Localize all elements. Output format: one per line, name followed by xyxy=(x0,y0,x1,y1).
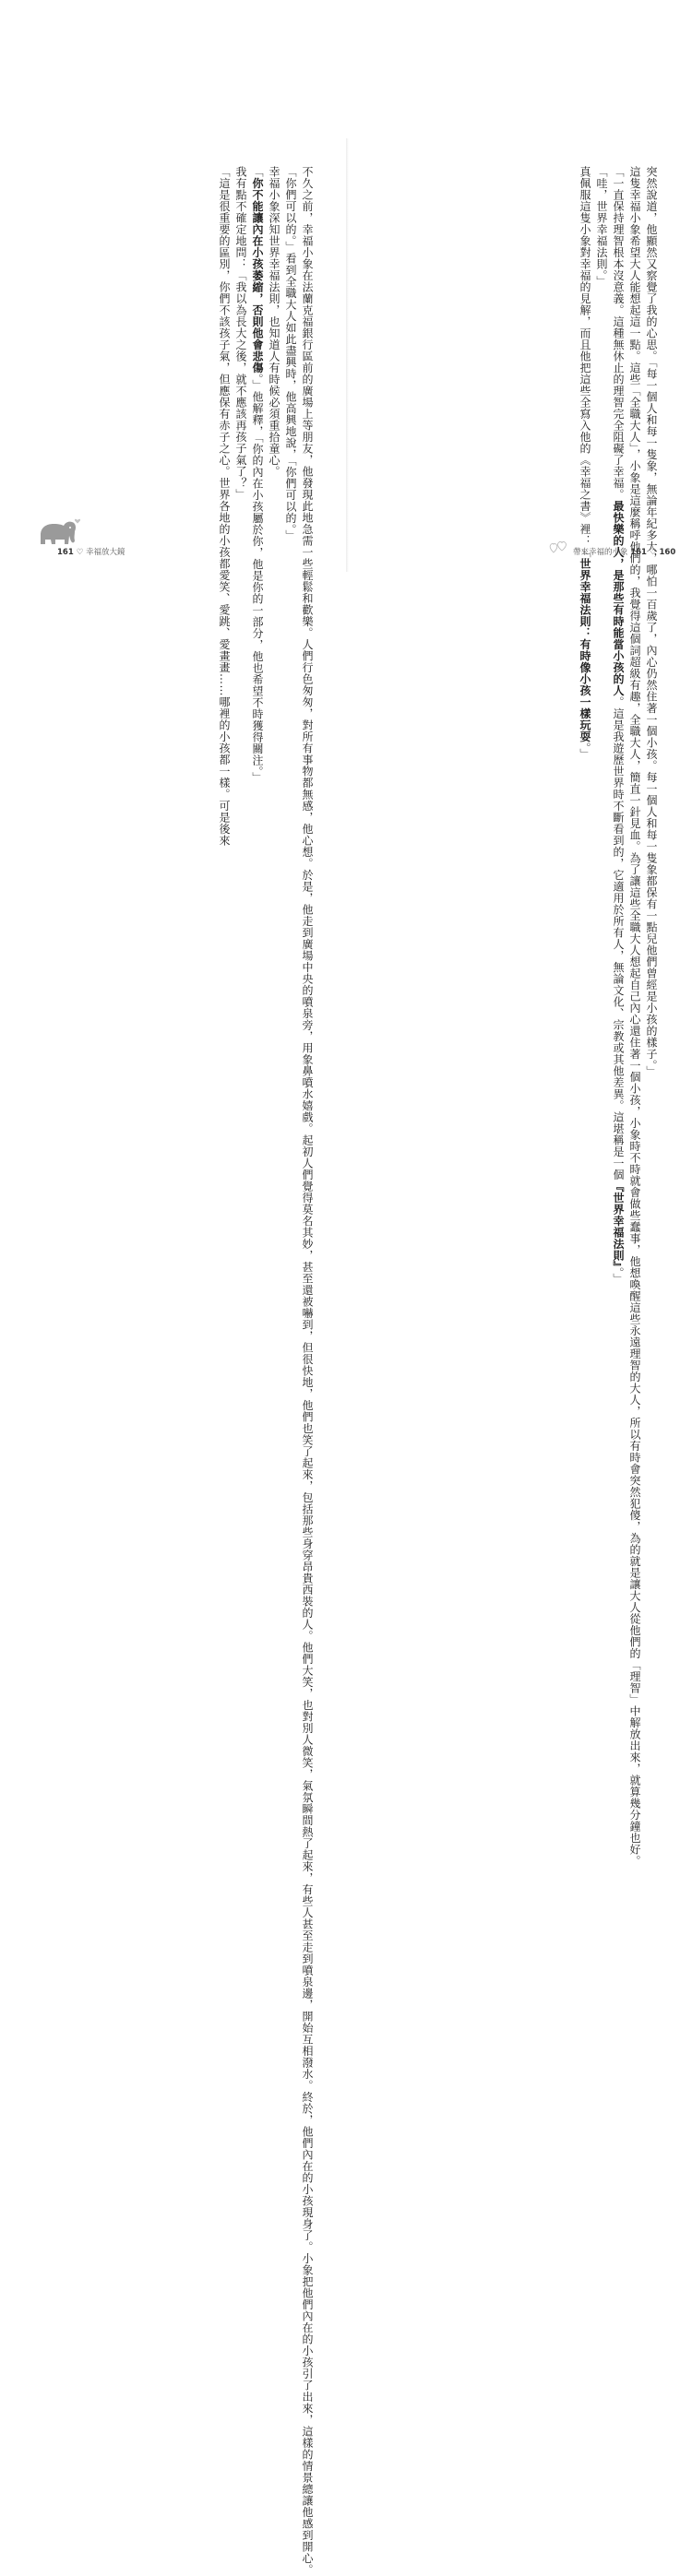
paragraph xyxy=(626,166,643,1867)
text-run: 真佩服這隻小象對幸福的見解，而且他把這些全寫入他的《幸福之書》裡：「 xyxy=(579,166,591,558)
hearts-decoration-icon xyxy=(549,540,569,554)
paragraph xyxy=(249,166,266,784)
running-title-right: 帶來幸福的小象 xyxy=(573,548,628,557)
paragraph xyxy=(233,166,249,535)
bold-text: 『世界幸福法則』 xyxy=(612,1181,625,1267)
text-run: 。這是我遊歷世界時不斷看到的，它適用於所有人，無論文化、宗教或其他差異。這堪稱是一個 xyxy=(612,696,625,1181)
bold-text: 最快樂的人，是那些有時能當小孩的人 xyxy=(612,500,625,696)
right-page xyxy=(346,0,692,1867)
text-run: 。」他解釋，「你的內在小孩屬於你，他是你的一部分，他也希望不時獲得關注。」 xyxy=(251,374,264,784)
text-run: 突然說道，他顯然又察覺了我的心思。「每一個人和每一隻象，無論年紀多大，哪怕一百歲了，內心仍然住著一個小孩。每一個人和每一隻象都保有一點兒他們曾經是小孩的樣子。」 xyxy=(645,166,658,1077)
paragraph xyxy=(282,166,299,541)
text-run: 不久之前，幸福小象在法蘭克福銀行區前的廣場上等朋友，他發現此地急需一些輕鬆和歡樂。人們行色匆匆，對所有事物都無感，他心想。於是，他走到廣場中央的噴泉旁，用象鼻噴水嬉戲。起初人們覺得莫名其妙，甚至還被嚇到，但很快地，他們也笑了起來，包括那些身穿昂貴西裝的人。他們大笑，也對別人微笑，氣氛瞬間熱了起來，有些人甚至走到噴泉邊，開始互相潑水。終於，他們內在的小孩現身了。小象把他們內在的小孩引了出來，這樣的情景總讓他感到開心。 xyxy=(301,166,314,2576)
bold-text: 世界幸福法則：有時像小孩一樣玩耍 xyxy=(579,558,591,742)
text-run: 這隻幸福小象希望大人能想起這一點。這些「全職大人」，小象是這麼稱呼他們的，我覺得這個詞超級有趣，全職大人，簡直一針見血。為了讓這些全職大人想起自己內心還住著一個小孩，小象時不時就會做些蠢事，他想喚醒這些永遠理智的大人，所以有時會突然犯傻，為的就是讓大人從他們的「理智」中解放出來，就算幾分鐘也好。 xyxy=(628,166,641,1867)
paragraph xyxy=(216,166,233,847)
paragraph xyxy=(577,166,593,760)
text-run: 「一直保持理智根本沒意義。這種無休止的理智完全阻礙了幸福。 xyxy=(612,166,625,501)
page-marker-left: 161 ♡ xyxy=(57,548,84,557)
paragraph xyxy=(266,166,282,535)
text-run: 。」 xyxy=(579,742,591,760)
text-run: 「 xyxy=(251,166,264,178)
text-run: 「哇，世界幸福法則。」 xyxy=(595,166,608,288)
left-page-footer xyxy=(57,546,125,557)
elephant-illustration-icon xyxy=(33,516,87,550)
paragraph xyxy=(610,166,626,1285)
paragraph xyxy=(643,166,660,1077)
right-page-footer xyxy=(573,546,675,557)
paragraph xyxy=(593,166,610,535)
text-run: 「你們可以的。」看到全職大人如此盡興時，他高興地說，「你們可以的。」 xyxy=(284,166,297,541)
paragraph xyxy=(299,166,316,2576)
text-run: 我有點不確定地問：「我以為長大之後，就不應該再孩子氣了？」 xyxy=(234,166,247,501)
text-run: 「這是很重要的區別，你們不該孩子氣，但應保有赤子之心。世界各地的小孩都愛笑、愛跳、愛畫畫……哪裡的小孩都一樣。可是後來 xyxy=(218,166,231,847)
bold-text: 你不能讓內在小孩萎縮，否則他會悲傷 xyxy=(251,177,264,374)
running-title-left: 幸福放大鏡 xyxy=(86,548,125,557)
page-numbers-right: 161 ♡ 160 xyxy=(630,548,676,557)
text-run: 幸福小象深知世界幸福法則，也知道人有時候必須重拾童心。 xyxy=(268,166,280,478)
text-run: 。」 xyxy=(612,1267,625,1285)
